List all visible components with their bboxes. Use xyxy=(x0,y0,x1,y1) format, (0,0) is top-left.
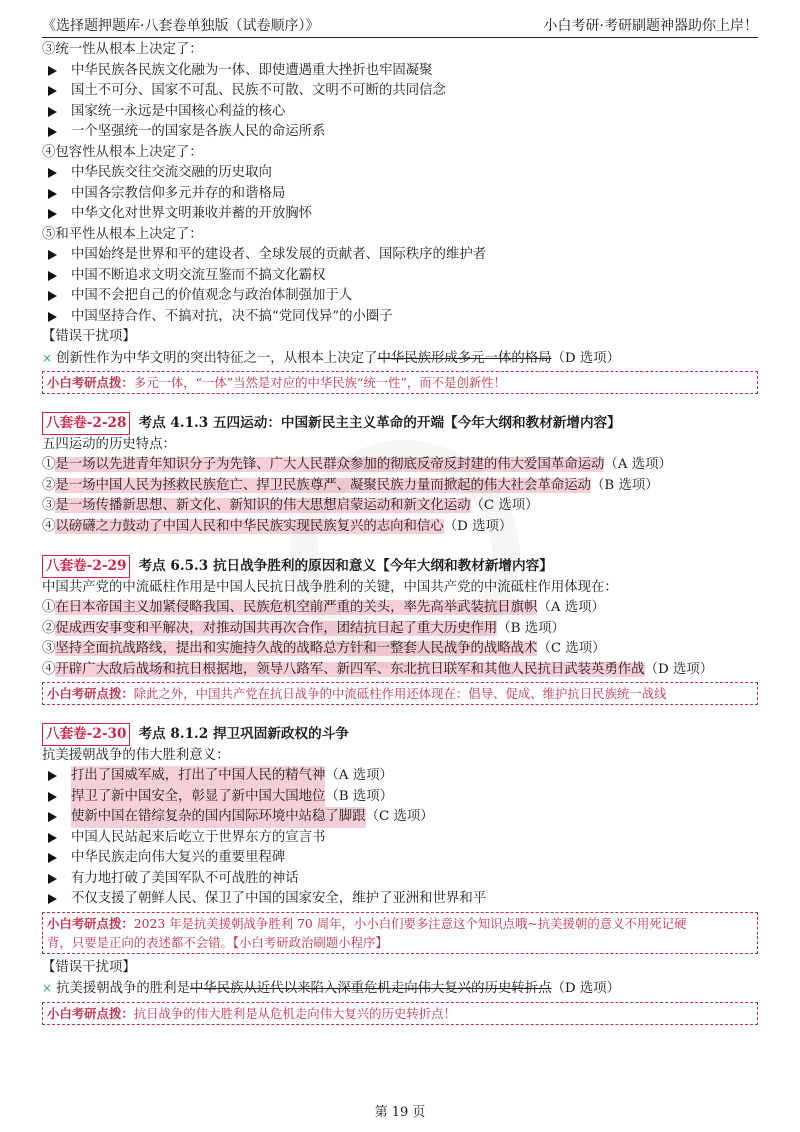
triangle-bullet-icon xyxy=(48,291,57,301)
list-item: 使新中国在错综复杂的国内国际环境中站稳了脚跟 （C 选项） xyxy=(42,807,758,828)
list-item: 中国始终是世界和平的建设者、全球发展的贡献者、国际秩序的维护者 xyxy=(42,245,758,266)
peace-title: ⑤和平性从根本上决定了： xyxy=(42,226,203,242)
cross-icon: × xyxy=(42,981,53,995)
list-item: 中华民族交往交流交融的历史取向 xyxy=(42,163,758,184)
list-item: 中华民族各民族文化融为一体、即使遭遇重大挫折也牢固凝聚 xyxy=(42,61,758,82)
cross-icon: × xyxy=(42,350,53,365)
triangle-bullet-icon xyxy=(48,894,57,904)
watermark xyxy=(290,440,520,670)
list-item: ③坚持全面抗战路线，提出和实施持久战的战略总方针和一整套人民战争的战略战术（C 选项） xyxy=(42,641,606,656)
error-item: × 抗美援朝战争的胜利是中华民族从近代以来陷入深重危机走向伟大复兴的历史转折点（D 选项） xyxy=(42,981,621,996)
strikethrough-text: 中华民族从近代以来陷入深重危机走向伟大复兴的历史转折点 xyxy=(189,981,552,996)
list-item: 打出了国威军威，打出了中国人民的精气神 （A 选项） xyxy=(42,766,758,787)
triangle-bullet-icon xyxy=(48,250,57,260)
list-item: 捍卫了新中国安全，彰显了新中国大国地位 （B 选项） xyxy=(42,787,758,808)
triangle-bullet-icon xyxy=(48,312,57,322)
header-left-title: 《选择题押题库·八套卷单独版（试卷顺序）》 xyxy=(42,18,320,34)
list-item: 国土不可分、国家不可乱、民族不可散、文明不可断的共同信念 xyxy=(42,81,758,102)
list-item: ①在日本帝国主义加紧侵略我国、民族危机空前严重的关头，率先高举武装抗日旗帜（A 选项） xyxy=(42,600,605,615)
list-item: 中华文化对世界文明兼收并蓄的开放胸怀 xyxy=(42,204,758,225)
page-header xyxy=(42,0,758,38)
tip-box: 小白考研点拨：2023 年是抗美援朝战争胜利 70 周年，小小白们要多注意这个知识点哦~抗美援朝的意义不用死记硬 背，只要是正向的表述都不会错。【小白考研政治刷题小程序】 xyxy=(42,912,758,954)
triangle-bullet-icon xyxy=(48,86,57,96)
header-right-slogan: 小白考研·考研刷题神器助你上岸！ xyxy=(543,18,758,34)
triangle-bullet-icon xyxy=(48,271,57,281)
triangle-bullet-icon xyxy=(48,209,57,219)
question-intro: 中国共产党的中流砥柱作用是中国人民抗日战争胜利的关键，中国共产党的中流砥柱作用体现在： xyxy=(42,579,618,595)
question-intro: 五四运动的历史特点： xyxy=(42,436,176,452)
list-item: 中国各宗教信仰多元并存的和谐格局 xyxy=(42,184,758,205)
triangle-bullet-icon xyxy=(48,853,57,863)
list-item: 中华民族走向伟大复兴的重要里程碑 xyxy=(42,848,758,869)
question-intro: 抗美援朝战争的伟大胜利意义： xyxy=(42,747,230,763)
strikethrough-text: 中华民族形成多元一体的格局 xyxy=(377,350,552,366)
triangle-bullet-icon xyxy=(48,792,57,802)
list-item: 中国人民站起来后屹立于世界东方的宣言书 xyxy=(42,828,758,849)
question-tag: 八套卷-2-28 xyxy=(42,412,130,435)
list-item: ④以磅礴之力鼓动了中国人民和中华民族实现民族复兴的志向和信心（D 选项） xyxy=(42,518,513,534)
triangle-bullet-icon xyxy=(48,874,57,884)
tip-box: 小白考研点拨：抗日战争的伟大胜利是从危机走向伟大复兴的历史转折点！ xyxy=(42,1002,758,1025)
question-heading: 八套卷-2-30 考点 8.1.2 捍卫巩固新政权的斗争 xyxy=(42,723,758,746)
list-item: 一个坚强统一的国家是各族人民的命运所系 xyxy=(42,122,758,143)
tip-box: 小白考研点拨：多元一体，“一体”当然是对应的中华民族“统一性”，而不是创新性！ xyxy=(42,371,758,394)
list-item: 有力地打破了美国军队不可战胜的神话 xyxy=(42,869,758,890)
error-label: 【错误干扰项】 xyxy=(42,959,136,975)
error-item: × 创新性作为中华文明的突出特征之一，从根本上决定了中华民族形成多元一体的格局（D 选项） xyxy=(42,350,621,366)
triangle-bullet-icon xyxy=(48,771,57,781)
inclusive-title: ④包容性从根本上决定了： xyxy=(42,144,203,160)
list-item: 中国坚持合作、不搞对抗，决不搞“党同伐异”的小圈子 xyxy=(42,307,758,328)
question-tag: 八套卷-2-29 xyxy=(42,555,130,578)
list-item: ①是一场以先进青年知识分子为先锋、广大人民群众参加的彻底反帝反封建的伟大爱国革命运动（A 选项） xyxy=(42,457,672,472)
triangle-bullet-icon xyxy=(48,189,57,199)
list-item: ④开辟广大敌后战场和抗日根据地，领导八路军、新四军、东北抗日联军和其他人民抗日武装英勇作战（D 选项） xyxy=(42,661,714,677)
triangle-bullet-icon xyxy=(48,127,57,137)
list-item: 不仅支援了朝鲜人民、保卫了中国的国家安全，维护了亚洲和世界和平 xyxy=(42,889,758,910)
question-tag: 八套卷-2-30 xyxy=(42,723,130,746)
list-item: 中国不断追求文明交流互鉴而不搞文化霸权 xyxy=(42,266,758,287)
list-item: 中国不会把自己的价值观念与政治体制强加于人 xyxy=(42,286,758,307)
list-item: ②促成西安事变和平解决，对推动国共再次合作，团结抗日起了重大历史作用（B 选项） xyxy=(42,620,565,636)
tip-box: 小白考研点拨：除此之外，中国共产党在抗日战争的中流砥柱作用还体现在：倡导、促成、维护抗日民族统一战线 xyxy=(42,682,758,705)
unity-title: ③统一性从根本上决定了： xyxy=(42,42,203,57)
list-item: ②是一场中国人民为拯救民族危亡、捍卫民族尊严、凝聚民族力量而掀起的伟大社会革命运动（B 选项） xyxy=(42,477,659,493)
triangle-bullet-icon xyxy=(48,168,57,178)
triangle-bullet-icon xyxy=(48,66,57,76)
triangle-bullet-icon xyxy=(48,833,57,843)
triangle-bullet-icon xyxy=(48,107,57,117)
page-number: 第 19 页 xyxy=(374,1105,426,1120)
question-heading: 八套卷-2-28 考点 4.1.3 五四运动：中国新民主主义革命的开端【今年大纲和教材新增内容】 xyxy=(42,412,758,435)
error-label: 【错误干扰项】 xyxy=(42,329,136,344)
question-heading: 八套卷-2-29 考点 6.5.3 抗日战争胜利的原因和意义【今年大纲和教材新增内容】 xyxy=(42,555,758,578)
list-item: ③是一场传播新思想、新文化、新知识的伟大思想启蒙运动和新文化运动（C 选项） xyxy=(42,498,539,513)
triangle-bullet-icon xyxy=(48,812,57,822)
list-item: 国家统一永远是中国核心利益的核心 xyxy=(42,102,758,123)
